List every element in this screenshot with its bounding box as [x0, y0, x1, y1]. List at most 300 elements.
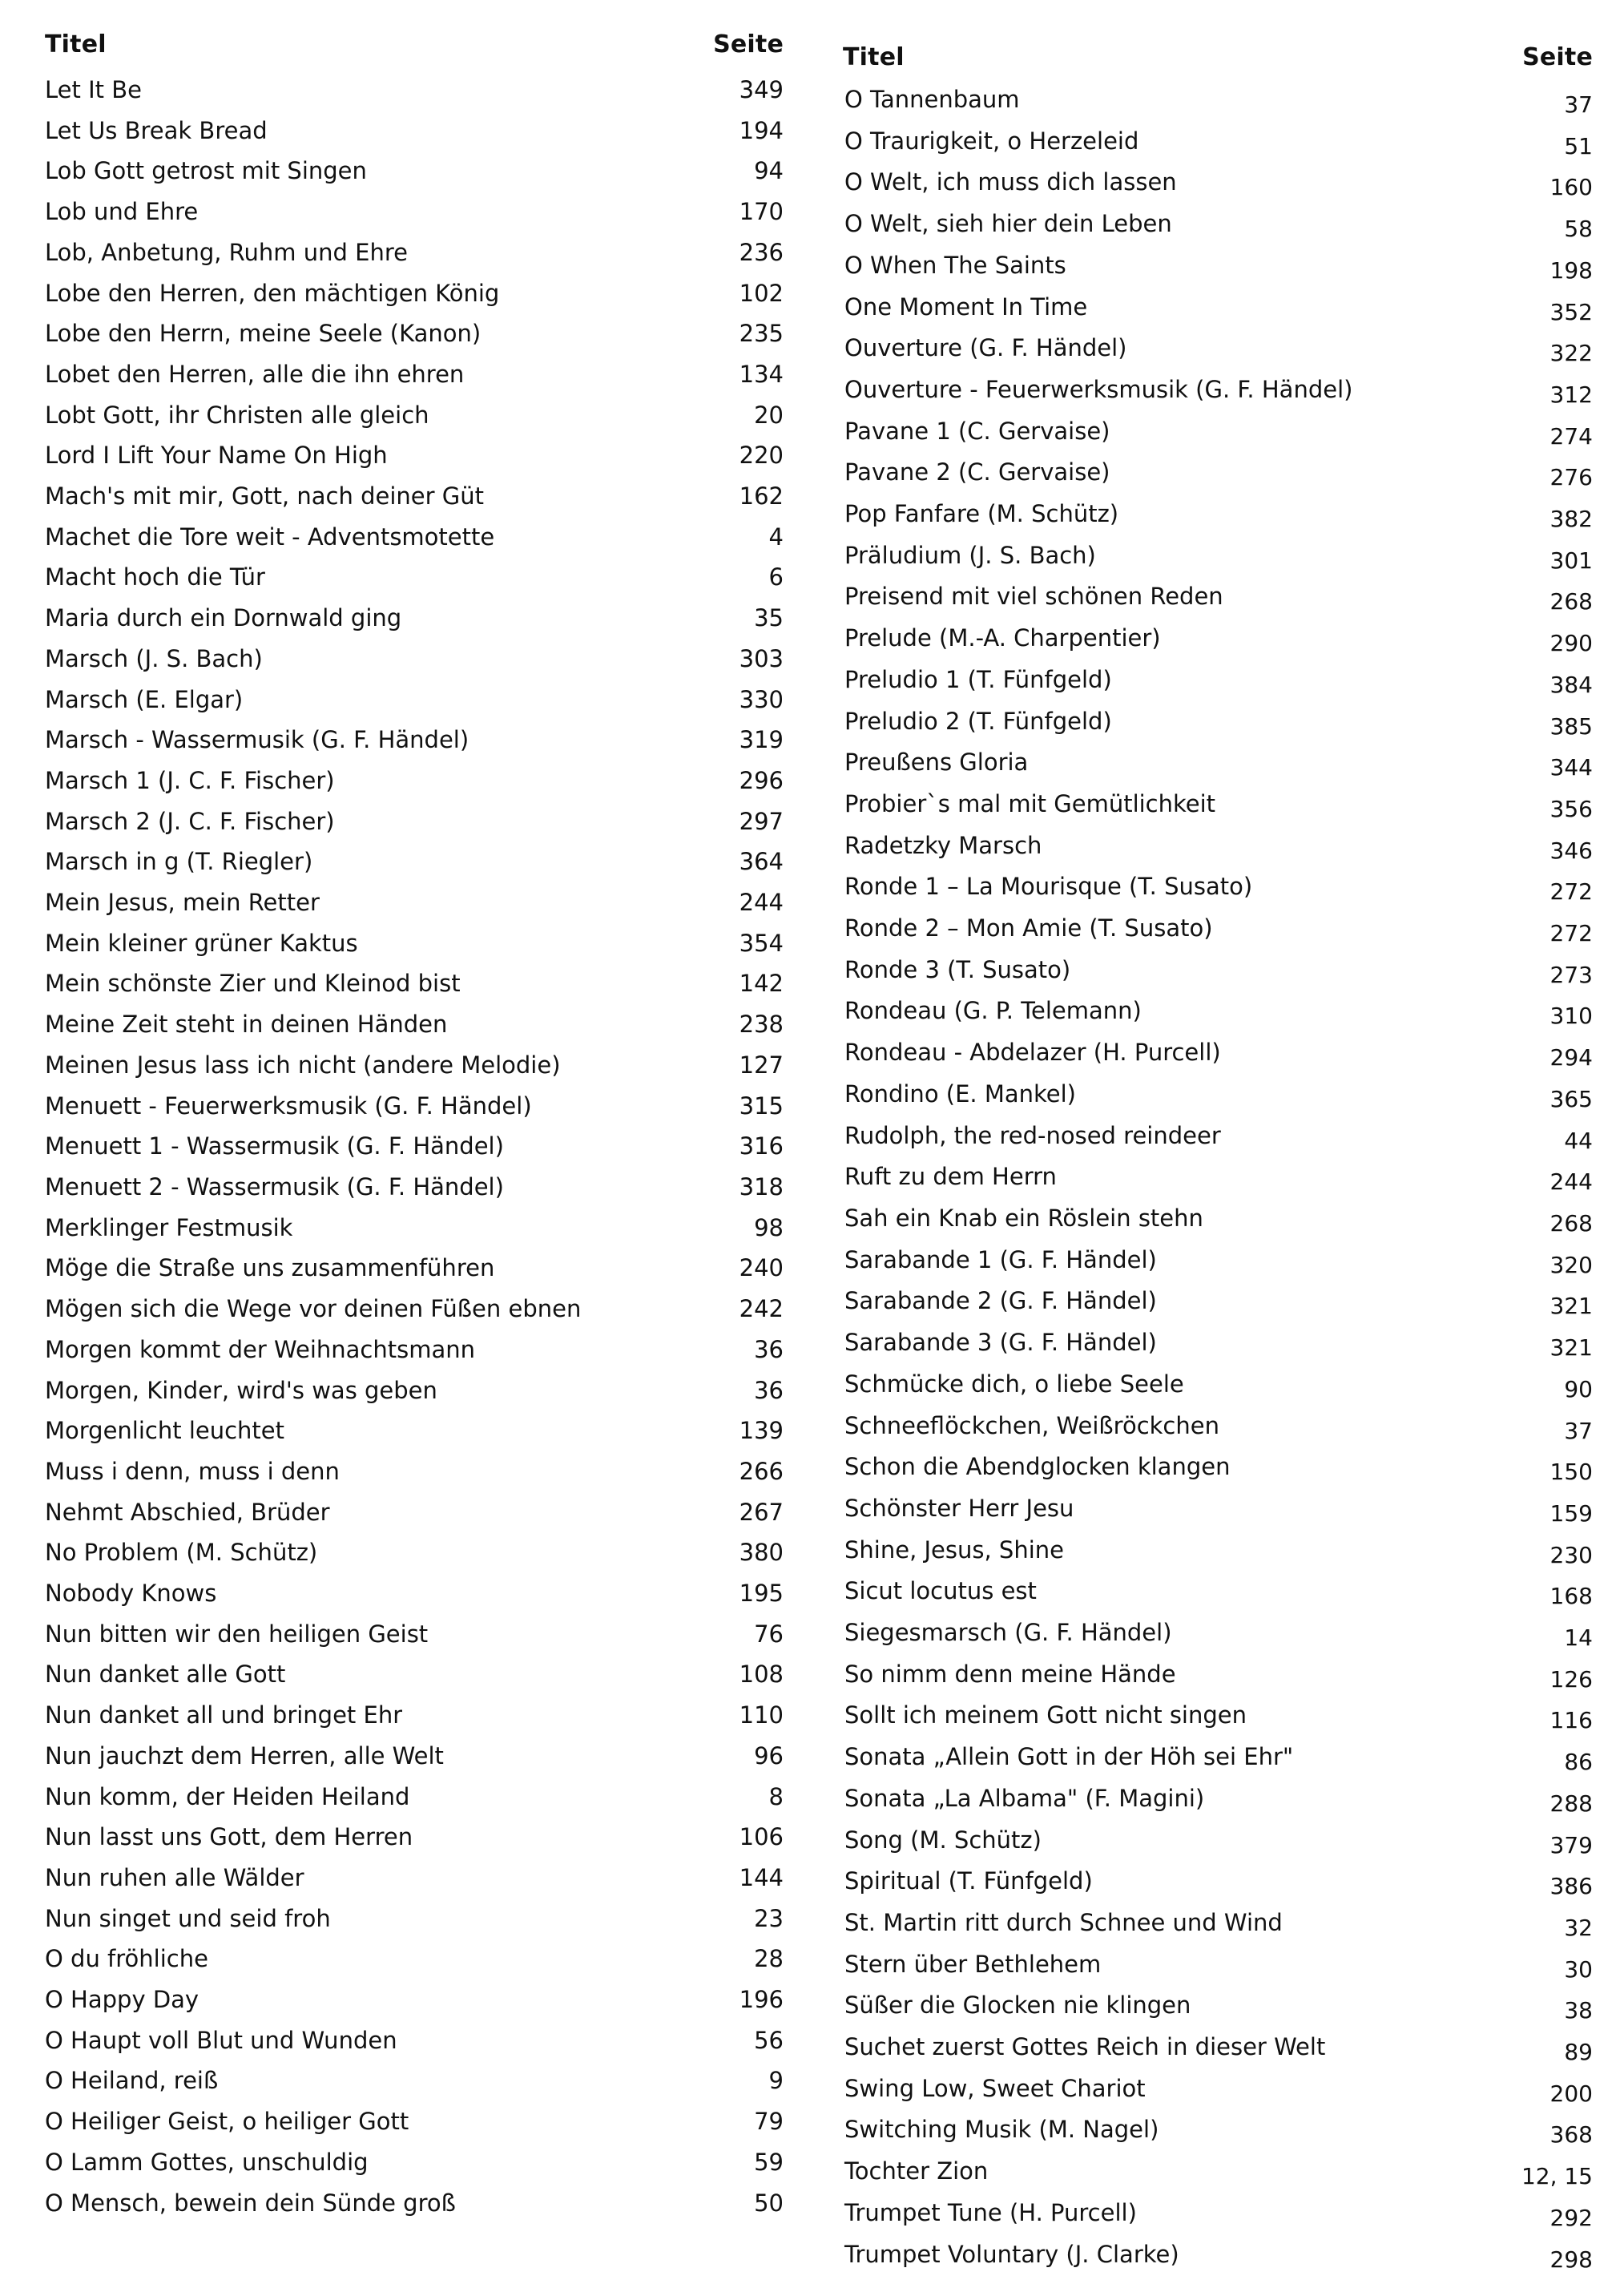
entry-title: Meine Zeit steht in deinen Händen: [45, 1011, 448, 1039]
index-entry: [836, 742, 1593, 784]
entry-title: O Haupt voll Blut und Wunden: [45, 2026, 397, 2054]
index-entry: [38, 2060, 795, 2101]
entry-title: Stern über Bethlehem: [844, 1950, 1102, 1978]
index-column-right: [836, 30, 1593, 2275]
entry-title: Tochter Zion: [844, 2157, 989, 2185]
entry-title: Sonata „Allein Gott in der Höh sei Ehr": [844, 1743, 1294, 1771]
entry-page-number: 320: [1549, 1251, 1593, 1278]
entry-title: Nehmt Abschied, Brüder: [45, 1498, 330, 1526]
entry-page-number: 160: [1549, 174, 1593, 201]
entry-page-number: 200: [1549, 2080, 1593, 2107]
index-entry: [836, 1198, 1593, 1240]
index-entry: [38, 923, 795, 964]
entry-page-number: 94: [754, 157, 784, 185]
entry-title: So nimm denn meine Hände: [844, 1660, 1176, 1688]
index-entry: [836, 1695, 1593, 1737]
index-entry: [38, 435, 795, 476]
entry-title: Let Us Break Bread: [45, 116, 268, 144]
entry-title: Lobet den Herren, alle die ihn ehren: [45, 360, 465, 388]
entry-page-number: 89: [1564, 2039, 1593, 2066]
entry-title: Menuett 1 - Wassermusik (G. F. Händel): [45, 1132, 504, 1160]
index-entry: [836, 162, 1593, 204]
entry-page-number: 38: [1564, 1997, 1593, 2024]
index-entry: [38, 1289, 795, 1330]
entry-title: Marsch in g (T. Riegler): [45, 848, 313, 876]
entry-page-number: 356: [1549, 795, 1593, 822]
entry-title: O Welt, sieh hier dein Leben: [844, 210, 1172, 238]
index-entry: [38, 70, 795, 111]
entry-page-number: 230: [1549, 1541, 1593, 1568]
index-entry: [38, 1045, 795, 1086]
entry-title: St. Martin ritt durch Schnee und Wind: [844, 1908, 1283, 1936]
entry-title: Mein kleiner grüner Kaktus: [45, 929, 358, 957]
entry-title: Trumpet Tune (H. Purcell): [844, 2198, 1137, 2226]
entry-title: Mein Jesus, mein Retter: [45, 889, 320, 917]
index-column-left: [38, 30, 795, 2275]
entry-page-number: 312: [1549, 381, 1593, 408]
entry-page-number: 58: [1564, 216, 1593, 243]
entry-title: Schon die Abendglocken klangen: [844, 1453, 1231, 1481]
entry-page-number: 297: [739, 807, 784, 835]
entry-page-number: 23: [754, 1904, 784, 1932]
index-entry: [836, 1240, 1593, 1281]
entry-title: Pavane 2 (C. Gervaise): [844, 458, 1110, 486]
index-entry: [836, 2027, 1593, 2068]
entry-page-number: 318: [739, 1172, 784, 1201]
entry-page-number: 272: [1549, 920, 1593, 947]
entry-title: Sarabande 2 (G. F. Händel): [844, 1287, 1157, 1315]
index-entry: [38, 313, 795, 354]
entry-title: Nobody Knows: [45, 1580, 217, 1608]
index-entry: [836, 1737, 1593, 1778]
column-header-page: Seite: [1522, 43, 1593, 71]
entry-page-number: 379: [1549, 1831, 1593, 1858]
entry-page-number: 14: [1564, 1624, 1593, 1652]
entry-title: Mach's mit mir, Gott, nach deiner Güt: [45, 482, 484, 510]
entry-title: Muss i denn, muss i denn: [45, 1457, 340, 1485]
entry-page-number: 244: [1549, 1168, 1593, 1196]
index-entry: [836, 494, 1593, 535]
index-entry: [38, 1939, 795, 1979]
entry-page-number: 28: [754, 1945, 784, 1973]
entry-page-number: 116: [1549, 1707, 1593, 1734]
entry-page-number: 296: [739, 766, 784, 794]
entry-list-left: [38, 70, 795, 2223]
entry-title: Menuett - Feuerwerksmusik (G. F. Händel): [45, 1092, 532, 1120]
entry-page-number: 110: [739, 1701, 784, 1729]
entry-title: Mein schönste Zier und Kleinod bist: [45, 970, 461, 998]
entry-page-number: 244: [739, 889, 784, 917]
entry-title: O Lamm Gottes, unschuldig: [45, 2148, 369, 2176]
index-entry: [836, 1322, 1593, 1364]
entry-title: Ouverture - Feuerwerksmusik (G. F. Händel): [844, 375, 1353, 403]
entry-page-number: 382: [1549, 506, 1593, 533]
entry-title: Süßer die Glocken nie klingen: [844, 1991, 1191, 2020]
entry-page-number: 319: [739, 726, 784, 754]
index-entry: [836, 1612, 1593, 1654]
index-entry: [38, 1573, 795, 1614]
entry-title: Lord I Lift Your Name On High: [45, 442, 388, 470]
entry-page-number: 144: [739, 1863, 784, 1891]
entry-title: Suchet zuerst Gottes Reich in dieser Welt: [844, 2033, 1326, 2061]
index-entry: [38, 1858, 795, 1899]
index-entry: [38, 1654, 795, 1695]
entry-page-number: 267: [739, 1498, 784, 1526]
column-header-page: Seite: [713, 30, 784, 59]
index-entry: [836, 1778, 1593, 1820]
index-entry: [836, 1861, 1593, 1903]
entry-page-number: 303: [739, 644, 784, 672]
column-header-title: Titel: [843, 43, 905, 71]
entry-page-number: 6: [768, 563, 784, 591]
entry-page-number: 98: [754, 1213, 784, 1241]
entry-page-number: 272: [1549, 878, 1593, 906]
entry-title: Merklinger Festmusik: [45, 1213, 293, 1241]
entry-page-number: 90: [1564, 1375, 1593, 1402]
index-entry: [836, 576, 1593, 618]
entry-page-number: 268: [1549, 1209, 1593, 1237]
index-entry: [836, 411, 1593, 453]
entry-title: Rondeau (G. P. Telemann): [844, 997, 1142, 1025]
entry-page-number: 385: [1549, 712, 1593, 740]
index-entry: [38, 841, 795, 882]
entry-title: Schönster Herr Jesu: [844, 1494, 1074, 1522]
entry-page-number: 288: [1549, 1790, 1593, 1817]
index-entry: [836, 1364, 1593, 1406]
entry-title: Marsch (J. S. Bach): [45, 644, 263, 672]
entry-title: Sicut locutus est: [844, 1577, 1037, 1605]
index-entry: [836, 1985, 1593, 2027]
index-entry: [38, 1410, 795, 1451]
index-entry: [836, 2151, 1593, 2193]
entry-page-number: 102: [739, 279, 784, 307]
entry-title: Lob, Anbetung, Ruhm und Ehre: [45, 238, 408, 266]
index-entry: [836, 2068, 1593, 2110]
entry-title: Nun danket all und bringet Ehr: [45, 1701, 403, 1729]
index-entry: [836, 1654, 1593, 1696]
entry-title: Möge die Straße uns zusammenführen: [45, 1254, 495, 1282]
index-entry: [38, 801, 795, 842]
index-entry: [836, 784, 1593, 825]
entry-title: Morgen, Kinder, wird's was geben: [45, 1376, 437, 1404]
index-entry: [836, 1820, 1593, 1862]
index-entry: [836, 287, 1593, 329]
entry-title: Sarabande 3 (G. F. Händel): [844, 1329, 1157, 1357]
entry-page-number: 12, 15: [1521, 2163, 1593, 2190]
index-entry: [38, 557, 795, 598]
index-entry: [38, 476, 795, 517]
entry-title: No Problem (M. Schütz): [45, 1539, 318, 1567]
index-entry: [38, 2020, 795, 2061]
index-entry: [836, 1281, 1593, 1322]
entry-title: O Happy Day: [45, 1986, 199, 2014]
index-entry: [38, 517, 795, 558]
entry-page-number: 322: [1549, 340, 1593, 367]
index-entry: [38, 395, 795, 436]
index-entry: [836, 1488, 1593, 1530]
entry-title: Switching Musik (M. Nagel): [844, 2116, 1159, 2144]
entry-page-number: 330: [739, 685, 784, 713]
entry-page-number: 354: [739, 929, 784, 957]
index-entry: [38, 2183, 795, 2224]
index-entry: [38, 151, 795, 192]
index-entry: [836, 121, 1593, 163]
entry-page-number: 344: [1549, 754, 1593, 781]
entry-title: O Heiland, reiß: [45, 2067, 219, 2095]
index-entry: [38, 2142, 795, 2183]
entry-title: Maria durch ein Dornwald ging: [45, 604, 402, 632]
index-entry: [38, 1208, 795, 1249]
entry-page-number: 50: [754, 2189, 784, 2217]
index-entry: [836, 1116, 1593, 1157]
entry-title: Rondeau - Abdelazer (H. Purcell): [844, 1039, 1221, 1067]
entry-title: Prelude (M.-A. Charpentier): [844, 624, 1161, 652]
entry-page-number: 30: [1564, 1955, 1593, 1983]
entry-title: Lobe den Herrn, meine Seele (Kanon): [45, 320, 482, 348]
entry-title: Mögen sich die Wege vor deinen Füßen ebnen: [45, 1295, 582, 1323]
entry-title: Ouverture (G. F. Händel): [844, 334, 1127, 362]
entry-page-number: 310: [1549, 1003, 1593, 1030]
index-entry: [836, 1530, 1593, 1572]
entry-title: Sarabande 1 (G. F. Händel): [844, 1245, 1157, 1273]
index-entry: [836, 908, 1593, 950]
entry-title: Ruft zu dem Herrn: [844, 1163, 1057, 1191]
entry-title: Rondino (E. Mankel): [844, 1079, 1076, 1108]
entry-title: Preisend mit viel schönen Reden: [844, 583, 1223, 611]
entry-title: Morgenlicht leuchtet: [45, 1417, 285, 1445]
entry-page-number: 37: [1564, 91, 1593, 118]
entry-title: Preußens Gloria: [844, 749, 1029, 777]
index-entry: [836, 328, 1593, 369]
index-entry: [836, 825, 1593, 867]
entry-title: Marsch - Wassermusik (G. F. Händel): [45, 726, 469, 754]
index-entry: [38, 354, 795, 395]
entry-title: O Traurigkeit, o Herzeleid: [844, 127, 1139, 155]
index-entry: [836, 245, 1593, 287]
entry-page-number: 380: [739, 1539, 784, 1567]
entry-page-number: 298: [1549, 2246, 1593, 2273]
entry-page-number: 266: [739, 1457, 784, 1485]
index-entry: [836, 1571, 1593, 1612]
entry-title: Lobt Gott, ihr Christen alle gleich: [45, 401, 429, 429]
entry-page-number: 235: [739, 320, 784, 348]
index-entry: [38, 1817, 795, 1858]
entry-title: Nun danket alle Gott: [45, 1661, 286, 1689]
entry-page-number: 220: [739, 442, 784, 470]
entry-title: Trumpet Voluntary (J. Clarke): [844, 2240, 1179, 2268]
entry-page-number: 51: [1564, 132, 1593, 159]
entry-page-number: 365: [1549, 1085, 1593, 1112]
index-entry: [836, 1447, 1593, 1488]
column-header: [836, 43, 1593, 71]
entry-page-number: 76: [754, 1620, 784, 1648]
entry-page-number: 59: [754, 2148, 784, 2176]
entry-page-number: 321: [1549, 1334, 1593, 1362]
column-header: [38, 30, 795, 59]
entry-page-number: 198: [1549, 256, 1593, 284]
entry-title: Ronde 3 (T. Susato): [844, 955, 1071, 983]
entry-title: Meinen Jesus lass ich nicht (andere Melodie): [45, 1051, 561, 1079]
entry-page-number: 20: [754, 401, 784, 429]
entry-page-number: 292: [1549, 2204, 1593, 2231]
index-entry: [38, 1777, 795, 1818]
entry-title: O Mensch, bewein dein Sünde groß: [45, 2189, 456, 2217]
entry-page-number: 194: [739, 116, 784, 144]
index-entry: [38, 273, 795, 314]
entry-page-number: 301: [1549, 547, 1593, 574]
index-entry: [38, 1004, 795, 1045]
index-entry: [38, 639, 795, 680]
entry-page-number: 4: [768, 523, 784, 551]
index-entry: [38, 1370, 795, 1411]
entry-page-number: 268: [1549, 588, 1593, 615]
index-entry: [38, 761, 795, 801]
entry-page-number: 346: [1549, 837, 1593, 864]
entry-page-number: 236: [739, 238, 784, 266]
entry-page-number: 37: [1564, 1417, 1593, 1444]
index-entry: [38, 1736, 795, 1777]
entry-title: Sonata „La Albama" (F. Magini): [844, 1784, 1205, 1812]
entry-page-number: 196: [739, 1986, 784, 2014]
entry-title: Nun bitten wir den heiligen Geist: [45, 1620, 429, 1648]
index-entry: [38, 720, 795, 761]
entry-page-number: 35: [754, 604, 784, 632]
entry-title: Probier`s mal mit Gemütlichkeit: [844, 789, 1216, 817]
index-entry: [836, 535, 1593, 577]
entry-page-number: 386: [1549, 1873, 1593, 1900]
entry-page-number: 368: [1549, 2121, 1593, 2149]
index-entry: [836, 991, 1593, 1032]
entry-title: Marsch 2 (J. C. F. Fischer): [45, 807, 335, 835]
column-header-title: Titel: [45, 30, 107, 59]
entry-page-number: 79: [754, 2108, 784, 2136]
entry-title: O Heiliger Geist, o heiliger Gott: [45, 2108, 409, 2136]
entry-title: Song (M. Schütz): [844, 1826, 1042, 1854]
entry-title: O Welt, ich muss dich lassen: [844, 168, 1177, 196]
entry-title: Schneeflöckchen, Weißröckchen: [844, 1411, 1219, 1439]
index-entry: [38, 1614, 795, 1655]
entry-page-number: 274: [1549, 422, 1593, 450]
entry-title: Preludio 2 (T. Fünfgeld): [844, 707, 1112, 735]
entry-page-number: 56: [754, 2026, 784, 2054]
entry-title: Shine, Jesus, Shine: [844, 1535, 1064, 1564]
entry-title: Marsch 1 (J. C. F. Fischer): [45, 766, 335, 794]
entry-title: Nun lasst uns Gott, dem Herren: [45, 1823, 413, 1851]
index-entry: [836, 2193, 1593, 2234]
index-entry: [836, 1032, 1593, 1074]
index-entry: [836, 369, 1593, 411]
entry-page-number: 86: [1564, 1749, 1593, 1776]
entry-title: Lob und Ehre: [45, 198, 199, 226]
entry-title: O When The Saints: [844, 251, 1066, 279]
entry-title: Swing Low, Sweet Chariot: [844, 2074, 1146, 2102]
index-entry: [38, 1248, 795, 1289]
index-entry: [38, 1532, 795, 1573]
index-entry: [836, 618, 1593, 660]
entry-page-number: 240: [739, 1254, 784, 1282]
index-entry: [38, 232, 795, 273]
entry-title: Nun singet und seid froh: [45, 1904, 331, 1932]
entry-title: Nun ruhen alle Wälder: [45, 1863, 304, 1891]
entry-page-number: 294: [1549, 1044, 1593, 1071]
index-entry: [38, 680, 795, 720]
entry-page-number: 9: [768, 2067, 784, 2095]
index-entry: [836, 452, 1593, 494]
index-entry: [38, 1492, 795, 1533]
index-entry: [836, 950, 1593, 991]
index-entry: [836, 1156, 1593, 1198]
entry-page-number: 238: [739, 1011, 784, 1039]
index-entry: [38, 882, 795, 923]
entry-title: One Moment In Time: [844, 293, 1088, 321]
entry-title: Rudolph, the red-nosed reindeer: [844, 1121, 1221, 1149]
entry-title: Sollt ich meinem Gott nicht singen: [844, 1701, 1247, 1729]
entry-page-number: 315: [739, 1092, 784, 1120]
entry-page-number: 316: [739, 1132, 784, 1160]
entry-list-right: [836, 79, 1593, 2275]
index-entry: [38, 1086, 795, 1127]
entry-page-number: 127: [739, 1051, 784, 1079]
entry-title: Ronde 1 – La Mourisque (T. Susato): [844, 873, 1253, 901]
entry-title: Nun jauchzt dem Herren, alle Welt: [45, 1741, 444, 1770]
entry-page-number: 384: [1549, 671, 1593, 698]
entry-title: Präludium (J. S. Bach): [844, 541, 1096, 569]
entry-title: Sah ein Knab ein Röslein stehn: [844, 1204, 1203, 1232]
entry-title: Lobe den Herren, den mächtigen König: [45, 279, 500, 307]
entry-title: Marsch (E. Elgar): [45, 685, 244, 713]
index-entry: [38, 1330, 795, 1370]
entry-page-number: 36: [754, 1376, 784, 1404]
index-entry: [38, 1695, 795, 1736]
entry-title: Morgen kommt der Weihnachtsmann: [45, 1335, 475, 1363]
entry-page-number: 108: [739, 1661, 784, 1689]
entry-page-number: 150: [1549, 1459, 1593, 1486]
entry-title: Siegesmarsch (G. F. Händel): [844, 1619, 1172, 1647]
entry-title: Machet die Tore weit - Adventsmotette: [45, 523, 495, 551]
entry-title: Preludio 1 (T. Fünfgeld): [844, 665, 1112, 693]
entry-title: Ronde 2 – Mon Amie (T. Susato): [844, 914, 1213, 942]
index-entry: [38, 1451, 795, 1492]
entry-title: Spiritual (T. Fünfgeld): [844, 1867, 1093, 1895]
index-entry: [836, 204, 1593, 245]
entry-page-number: 352: [1549, 298, 1593, 325]
index-entry: [38, 1126, 795, 1167]
entry-page-number: 364: [739, 848, 784, 876]
entry-page-number: 162: [739, 482, 784, 510]
entry-page-number: 126: [1549, 1665, 1593, 1693]
entry-page-number: 170: [739, 198, 784, 226]
index-entry: [38, 111, 795, 151]
entry-title: Schmücke dich, o liebe Seele: [844, 1370, 1184, 1398]
entry-title: Macht hoch die Tür: [45, 563, 265, 591]
entry-page-number: 168: [1549, 1583, 1593, 1610]
entry-page-number: 8: [768, 1782, 784, 1810]
entry-page-number: 142: [739, 970, 784, 998]
index-entry: [38, 1979, 795, 2020]
entry-page-number: 96: [754, 1741, 784, 1770]
entry-title: O du fröhliche: [45, 1945, 208, 1973]
entry-page-number: 273: [1549, 961, 1593, 988]
index-entry: [38, 2101, 795, 2142]
index-entry: [836, 701, 1593, 743]
entry-page-number: 195: [739, 1580, 784, 1608]
index-entry: [836, 1903, 1593, 1944]
entry-page-number: 32: [1564, 1914, 1593, 1941]
entry-title: O Tannenbaum: [844, 86, 1020, 113]
entry-page-number: 290: [1549, 630, 1593, 657]
entry-page-number: 44: [1564, 1127, 1593, 1154]
entry-page-number: 242: [739, 1295, 784, 1323]
